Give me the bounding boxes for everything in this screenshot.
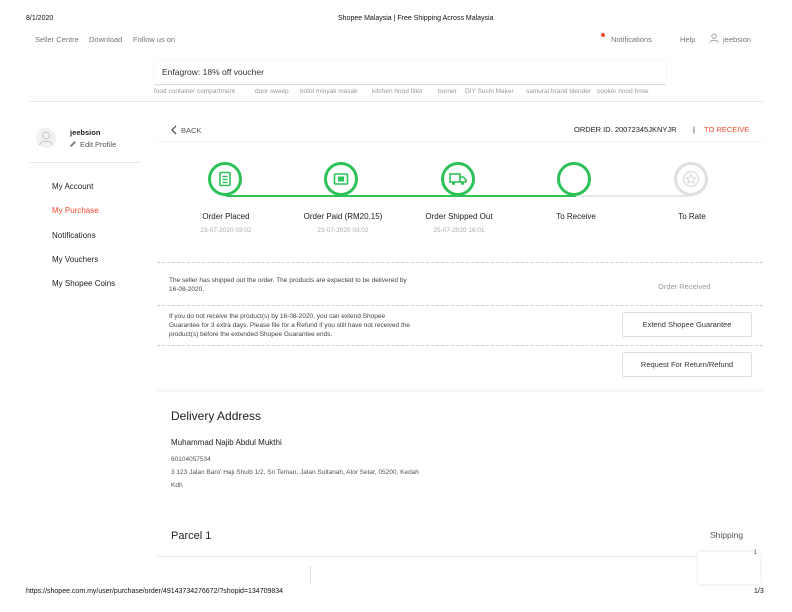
sidebar-item-my-account[interactable]: My Account [52, 182, 94, 191]
search-suggestion[interactable]: botol minyak masak [300, 88, 358, 95]
parcel-badge: 1 [753, 550, 757, 556]
print-title: Shopee Malaysia | Free Shipping Across Malaysia [338, 15, 494, 22]
step-label: Order Paid (RM20.15) [303, 212, 383, 221]
step-order-placed-circle [208, 162, 242, 196]
request-refund-label: Request For Return/Refund [640, 360, 734, 369]
sidebar-item-my-purchase[interactable]: My Purchase [52, 206, 99, 215]
search-placeholder: Enfagrow: 18% off voucher [162, 67, 264, 77]
order-id-separator: | [693, 125, 695, 134]
search-input[interactable] [154, 60, 666, 85]
print-url: https://shopee.com.my/user/purchase/order/49143734276672/?shopid=134709834 [26, 588, 284, 595]
download-link[interactable]: Download [89, 35, 123, 44]
step-time: 23-07-2020 03:02 [317, 227, 369, 234]
follow-us-link[interactable]: Follow us on [133, 35, 176, 44]
section-divider [157, 345, 763, 346]
pencil-icon[interactable] [69, 140, 77, 148]
shipping-label: Shipping [710, 530, 744, 540]
sidebar-username: jeebsion [70, 128, 101, 137]
section-divider [157, 262, 763, 263]
receipt-icon [218, 171, 232, 187]
step-to-receive-circle [557, 162, 591, 196]
search-suggestion[interactable]: food container compartment [154, 88, 235, 95]
order-received-button[interactable]: Order Received [658, 282, 711, 291]
recipient-name: Muhammad Najib Abdul Mukthi [171, 438, 282, 447]
search-suggestion[interactable]: samurai brand blender [526, 88, 592, 95]
order-id: ORDER ID. 20072345JKNYJR [574, 125, 677, 134]
order-status: TO RECEIVE [704, 125, 750, 134]
address-line-1: 3 123 Jalan Baro' Haji Shuib 1/2, Sri Teman, Jalan Sultanah, Alor Setar, 05200, Kedah [171, 469, 419, 476]
star-icon [682, 170, 700, 188]
delivery-address-title: Delivery Address [171, 409, 262, 423]
step-order-paid-circle [324, 162, 358, 196]
extend-guarantee-button[interactable] [622, 312, 752, 337]
request-refund-button[interactable] [622, 352, 752, 377]
step-order-shipped-circle [441, 162, 475, 196]
parcel-divider [157, 556, 697, 557]
search-suggestion[interactable]: cooker hood hose [597, 88, 649, 95]
recipient-phone: 60104057534 [171, 456, 211, 463]
shipped-note: The seller has shipped out the order. The products are expected to be delivered by 16-08-2020. [169, 277, 407, 293]
step-label: To Rate [678, 212, 706, 221]
seller-centre-link[interactable]: Seller Centre [35, 35, 79, 44]
shipping-tooltip [698, 552, 760, 584]
sidebar-divider [30, 162, 140, 163]
username-link[interactable]: jeebsion [723, 35, 751, 44]
step-label: Order Placed [202, 212, 250, 221]
search-suggestion[interactable]: burner [438, 88, 457, 95]
extend-guarantee-label: Extend Shopee Guarantee [642, 320, 732, 329]
step-time: 23-07-2020 03:02 [200, 227, 252, 234]
print-page-number: 1/3 [754, 588, 764, 595]
edit-profile-link[interactable]: Edit Profile [80, 140, 117, 149]
guarantee-note: If you do not receive the product(s) by 16-08-2020, you can extend Shopee Guarantee for 3 extra days. Please file for a Refund if you still have not received the product(s) before the extended Shopee Guarantee ends. [169, 313, 410, 338]
search-suggestion[interactable]: door sweep [255, 88, 289, 95]
section-divider [157, 305, 763, 306]
header-divider [30, 101, 763, 102]
address-top-border [157, 389, 763, 392]
search-suggestion[interactable]: DIY Sushi Maker [465, 88, 514, 95]
sidebar-item-notifications[interactable]: Notifications [52, 231, 96, 240]
parcel-column-divider [310, 566, 311, 584]
parcel-title: Parcel 1 [171, 530, 212, 542]
step-label: Order Shipped Out [425, 212, 493, 221]
step-label: To Receive [556, 212, 596, 221]
user-icon[interactable] [709, 33, 719, 43]
help-link[interactable]: Help [680, 35, 696, 44]
search-suggestion[interactable]: kitchen hood filter [372, 88, 423, 95]
back-chevron-icon[interactable] [170, 125, 177, 135]
address-line-2: Kdh [171, 482, 183, 489]
truck-icon [449, 172, 467, 186]
avatar[interactable] [36, 128, 56, 148]
step-to-rate-circle [674, 162, 708, 196]
back-button[interactable]: BACK [181, 126, 202, 135]
step-time: 25-07-2020 16:01 [433, 227, 485, 234]
notifications-link[interactable]: Notifications [611, 35, 652, 44]
sidebar-item-my-shopee-coins[interactable]: My Shopee Coins [52, 279, 116, 288]
stepper-progress [226, 195, 576, 197]
order-header-divider [157, 141, 763, 142]
print-date: 8/1/2020 [26, 15, 54, 22]
bell-icon[interactable] [601, 33, 605, 37]
sidebar-item-my-vouchers[interactable]: My Vouchers [52, 255, 99, 264]
payment-icon [333, 172, 349, 186]
